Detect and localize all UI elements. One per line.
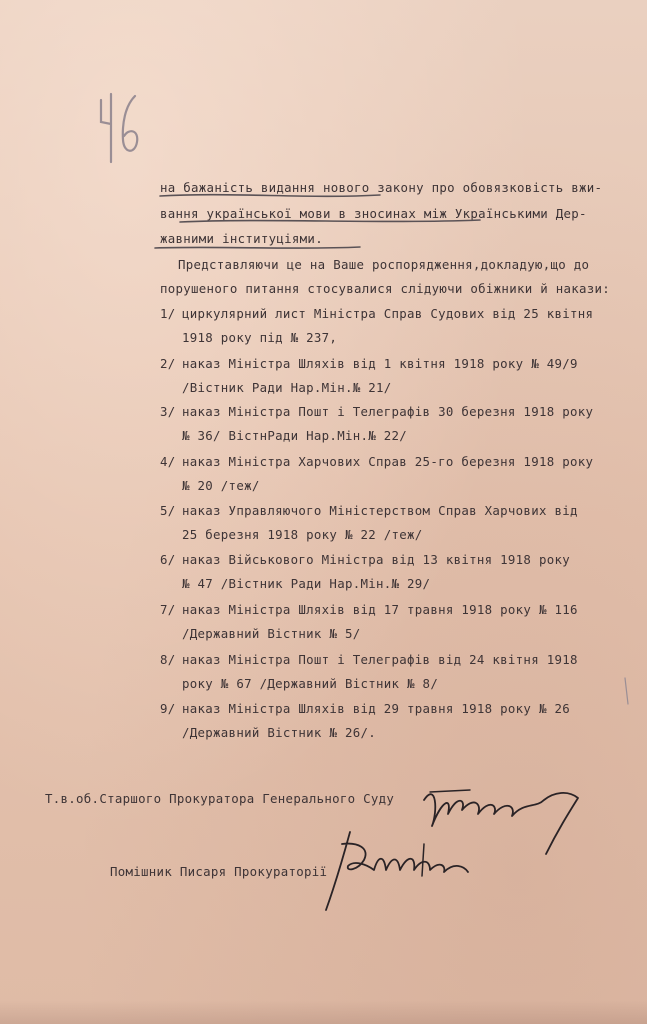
- item-line: № 47 /Вістник Ради Нар.Мін.№ 29/: [182, 576, 431, 591]
- item-line: /Вістник Ради Нар.Мін.№ 21/: [182, 380, 392, 395]
- item-line: наказ Міністра Шляхів від 29 травня 1918 року № 26: [182, 701, 570, 716]
- item-line: наказ Міністра Пошт і Телеграфів 30 березня 1918 року: [182, 404, 594, 419]
- edge-pencil-mark: [622, 676, 632, 706]
- item-line: наказ Міністра Харчових Справ 25-го березня 1918 року: [182, 454, 594, 469]
- intro-line-3: жавними інституціями.: [160, 231, 323, 246]
- item-line: наказ Міністра Пошт і Телеграфів від 24 квітня 1918: [182, 652, 578, 667]
- intro-line-2: вання української мови в зносинах між Українськими Дер-: [160, 206, 587, 221]
- clerk-signature-handwritten: [318, 826, 498, 916]
- item-line: циркулярний лист Міністра Справ Судових від 25 квітня: [182, 306, 594, 321]
- item-line: наказ Управляючого Міністерством Справ Харчових від: [182, 503, 578, 518]
- item-line: № 36/ ВістнРади Нар.Мін.№ 22/: [182, 428, 408, 443]
- item-number: 2/: [160, 356, 176, 371]
- item-number: 5/: [160, 503, 176, 518]
- item-line: року № 67 /Державний Вістник № 8/: [182, 676, 439, 691]
- item-line: /Державний Вістник № 5/: [182, 626, 361, 641]
- item-line: 25 березня 1918 року № 22 /теж/: [182, 527, 423, 542]
- report-line-2: порушеного питання стосувалися слідуючи обіжники й накази:: [160, 281, 611, 296]
- intro-line-1: на бажаність видання нового закону про обовязковість вжи-: [160, 180, 603, 195]
- item-number: 9/: [160, 701, 176, 716]
- item-line: наказ Міністра Шляхів від 1 квітня 1918 року № 49/9: [182, 356, 578, 371]
- item-number: 1/: [160, 306, 176, 321]
- item-line: наказ Військового Міністра від 13 квітня 1918 року: [182, 552, 570, 567]
- item-number: 4/: [160, 454, 176, 469]
- item-line: наказ Міністра Шляхів від 17 травня 1918 року № 116: [182, 602, 578, 617]
- item-line: /Державний Вістник № 26/.: [182, 725, 376, 740]
- item-number: 8/: [160, 652, 176, 667]
- item-number: 3/: [160, 404, 176, 419]
- item-number: 7/: [160, 602, 176, 617]
- clerk-title: Помішник Писаря Прокураторії: [110, 864, 328, 879]
- item-line: 1918 року під № 237,: [182, 330, 338, 345]
- folio-number-handwritten: [95, 88, 143, 168]
- pencil-underline: [150, 190, 530, 260]
- item-line: № 20 /теж/: [182, 478, 260, 493]
- report-line-1: Представляючи це на Ваше роспорядження,докладую,що до: [178, 257, 590, 272]
- item-number: 6/: [160, 552, 176, 567]
- prosecutor-title: Т.в.об.Старшого Прокуратора Генерального Суду: [45, 791, 395, 806]
